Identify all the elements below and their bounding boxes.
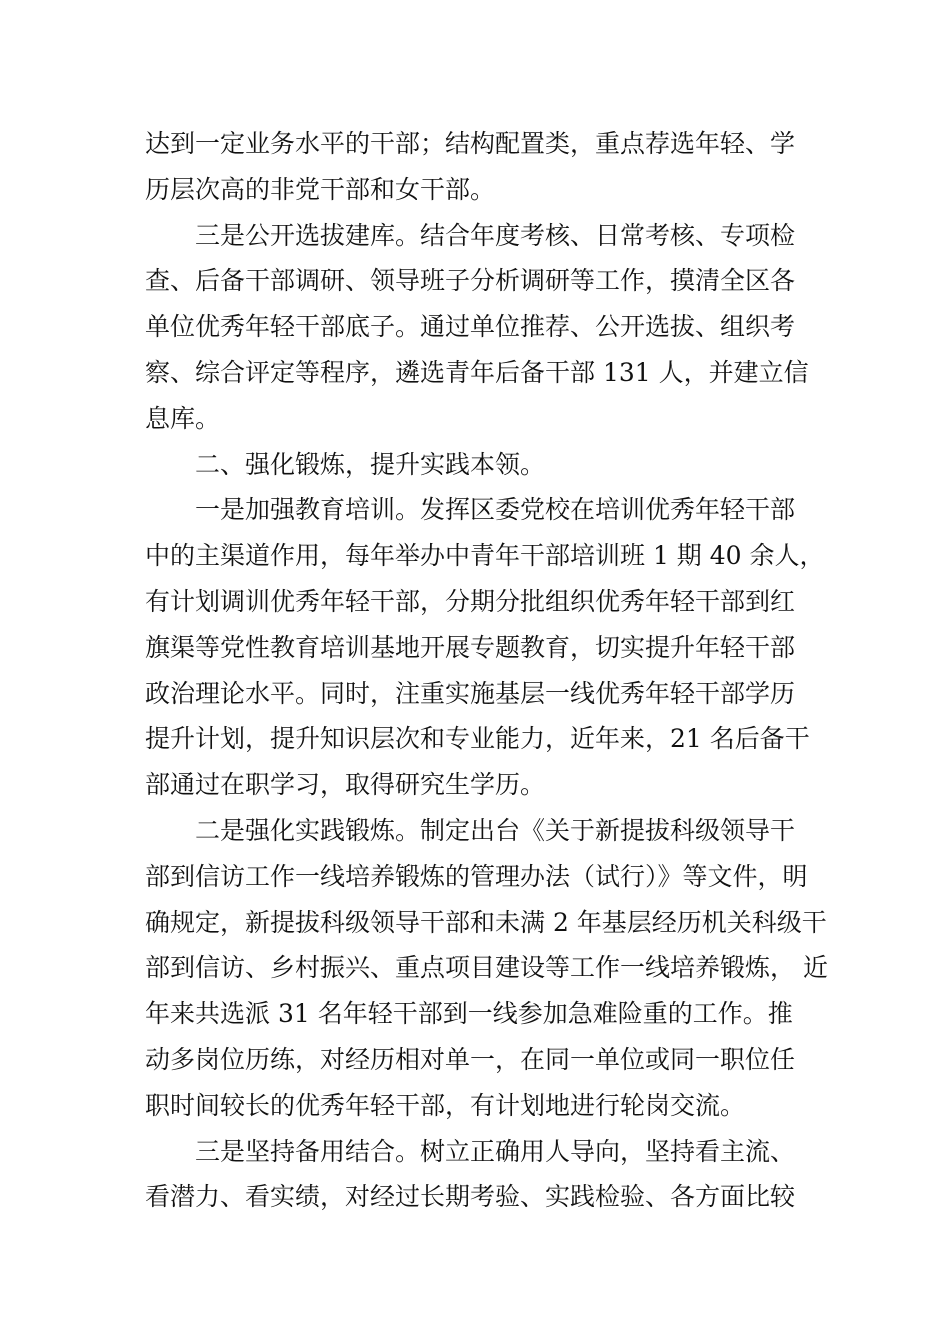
paragraph-practice-training <box>145 808 828 1129</box>
text-line: 二是强化实践锻炼。制定出台《关于新提拔科级领导干 <box>195 815 796 845</box>
heading-line: 二、强化锻炼，提升实践本领。 <box>195 449 546 479</box>
text-line: 部到信访工作一线培养锻炼的管理办法（试行）》等文件，明 <box>145 861 808 891</box>
text-line: 三是坚持备用结合。树立正确用人导向，坚持看主流、 <box>195 1136 796 1166</box>
text-line: 看潜力、看实绩，对经过长期考验、实践检验、各方面比较 <box>145 1182 796 1212</box>
text-line: 中的主渠道作用，每年举办中青年干部培训班 1 期 40 余人， <box>145 541 825 571</box>
text-line: 年来共选派 31 名年轻干部到一线参加急难险重的工作。推 <box>145 999 793 1029</box>
text-line: 旗渠等党性教育培训基地开展专题教育，切实提升年轻干部 <box>145 632 796 662</box>
section-heading <box>145 442 817 488</box>
text-line: 确规定，新提拔科级领导干部和未满 2 年基层经历机关科级干 <box>145 907 827 937</box>
paragraph-criteria-continuation <box>145 121 817 213</box>
paragraph-education-training <box>145 487 825 808</box>
text-line: 提升计划，提升知识层次和专业能力，近年来，21 名后备干 <box>145 724 810 754</box>
text-line: 三是公开选拔建库。结合年度考核、日常考核、专项检 <box>195 220 796 250</box>
text-line: 单位优秀年轻干部底子。通过单位推荐、公开选拔、组织考 <box>145 312 796 342</box>
text-line: 动多岗位历练，对经历相对单一，在同一单位或同一职位任 <box>145 1044 796 1074</box>
document-body <box>145 121 828 1220</box>
text-line: 查、后备干部调研、领导班子分析调研等工作，摸清全区各 <box>145 266 796 296</box>
text-line: 职时间较长的优秀年轻干部，有计划地进行轮岗交流。 <box>145 1090 746 1120</box>
paragraph-public-selection <box>145 213 817 442</box>
text-line: 历层次高的非党干部和女干部。 <box>145 174 496 204</box>
text-line: 察、综合评定等程序，遴选青年后备干部 131 人，并建立信 <box>145 357 809 387</box>
paragraph-prepare-and-use <box>145 1129 817 1221</box>
text-line: 政治理论水平。同时，注重实施基层一线优秀年轻干部学历 <box>145 678 796 708</box>
text-line: 部通过在职学习，取得研究生学历。 <box>145 770 546 800</box>
text-line: 一是加强教育培训。发挥区委党校在培训优秀年轻干部 <box>195 495 796 525</box>
text-line: 部到信访、乡村振兴、重点项目建设等工作一线培养锻炼， 近 <box>145 953 828 983</box>
text-line: 达到一定业务水平的干部；结构配置类，重点荐选年轻、学 <box>145 129 796 158</box>
text-line: 有计划调训优秀年轻干部，分期分批组织优秀年轻干部到红 <box>145 586 796 616</box>
text-line: 息库。 <box>145 403 221 433</box>
